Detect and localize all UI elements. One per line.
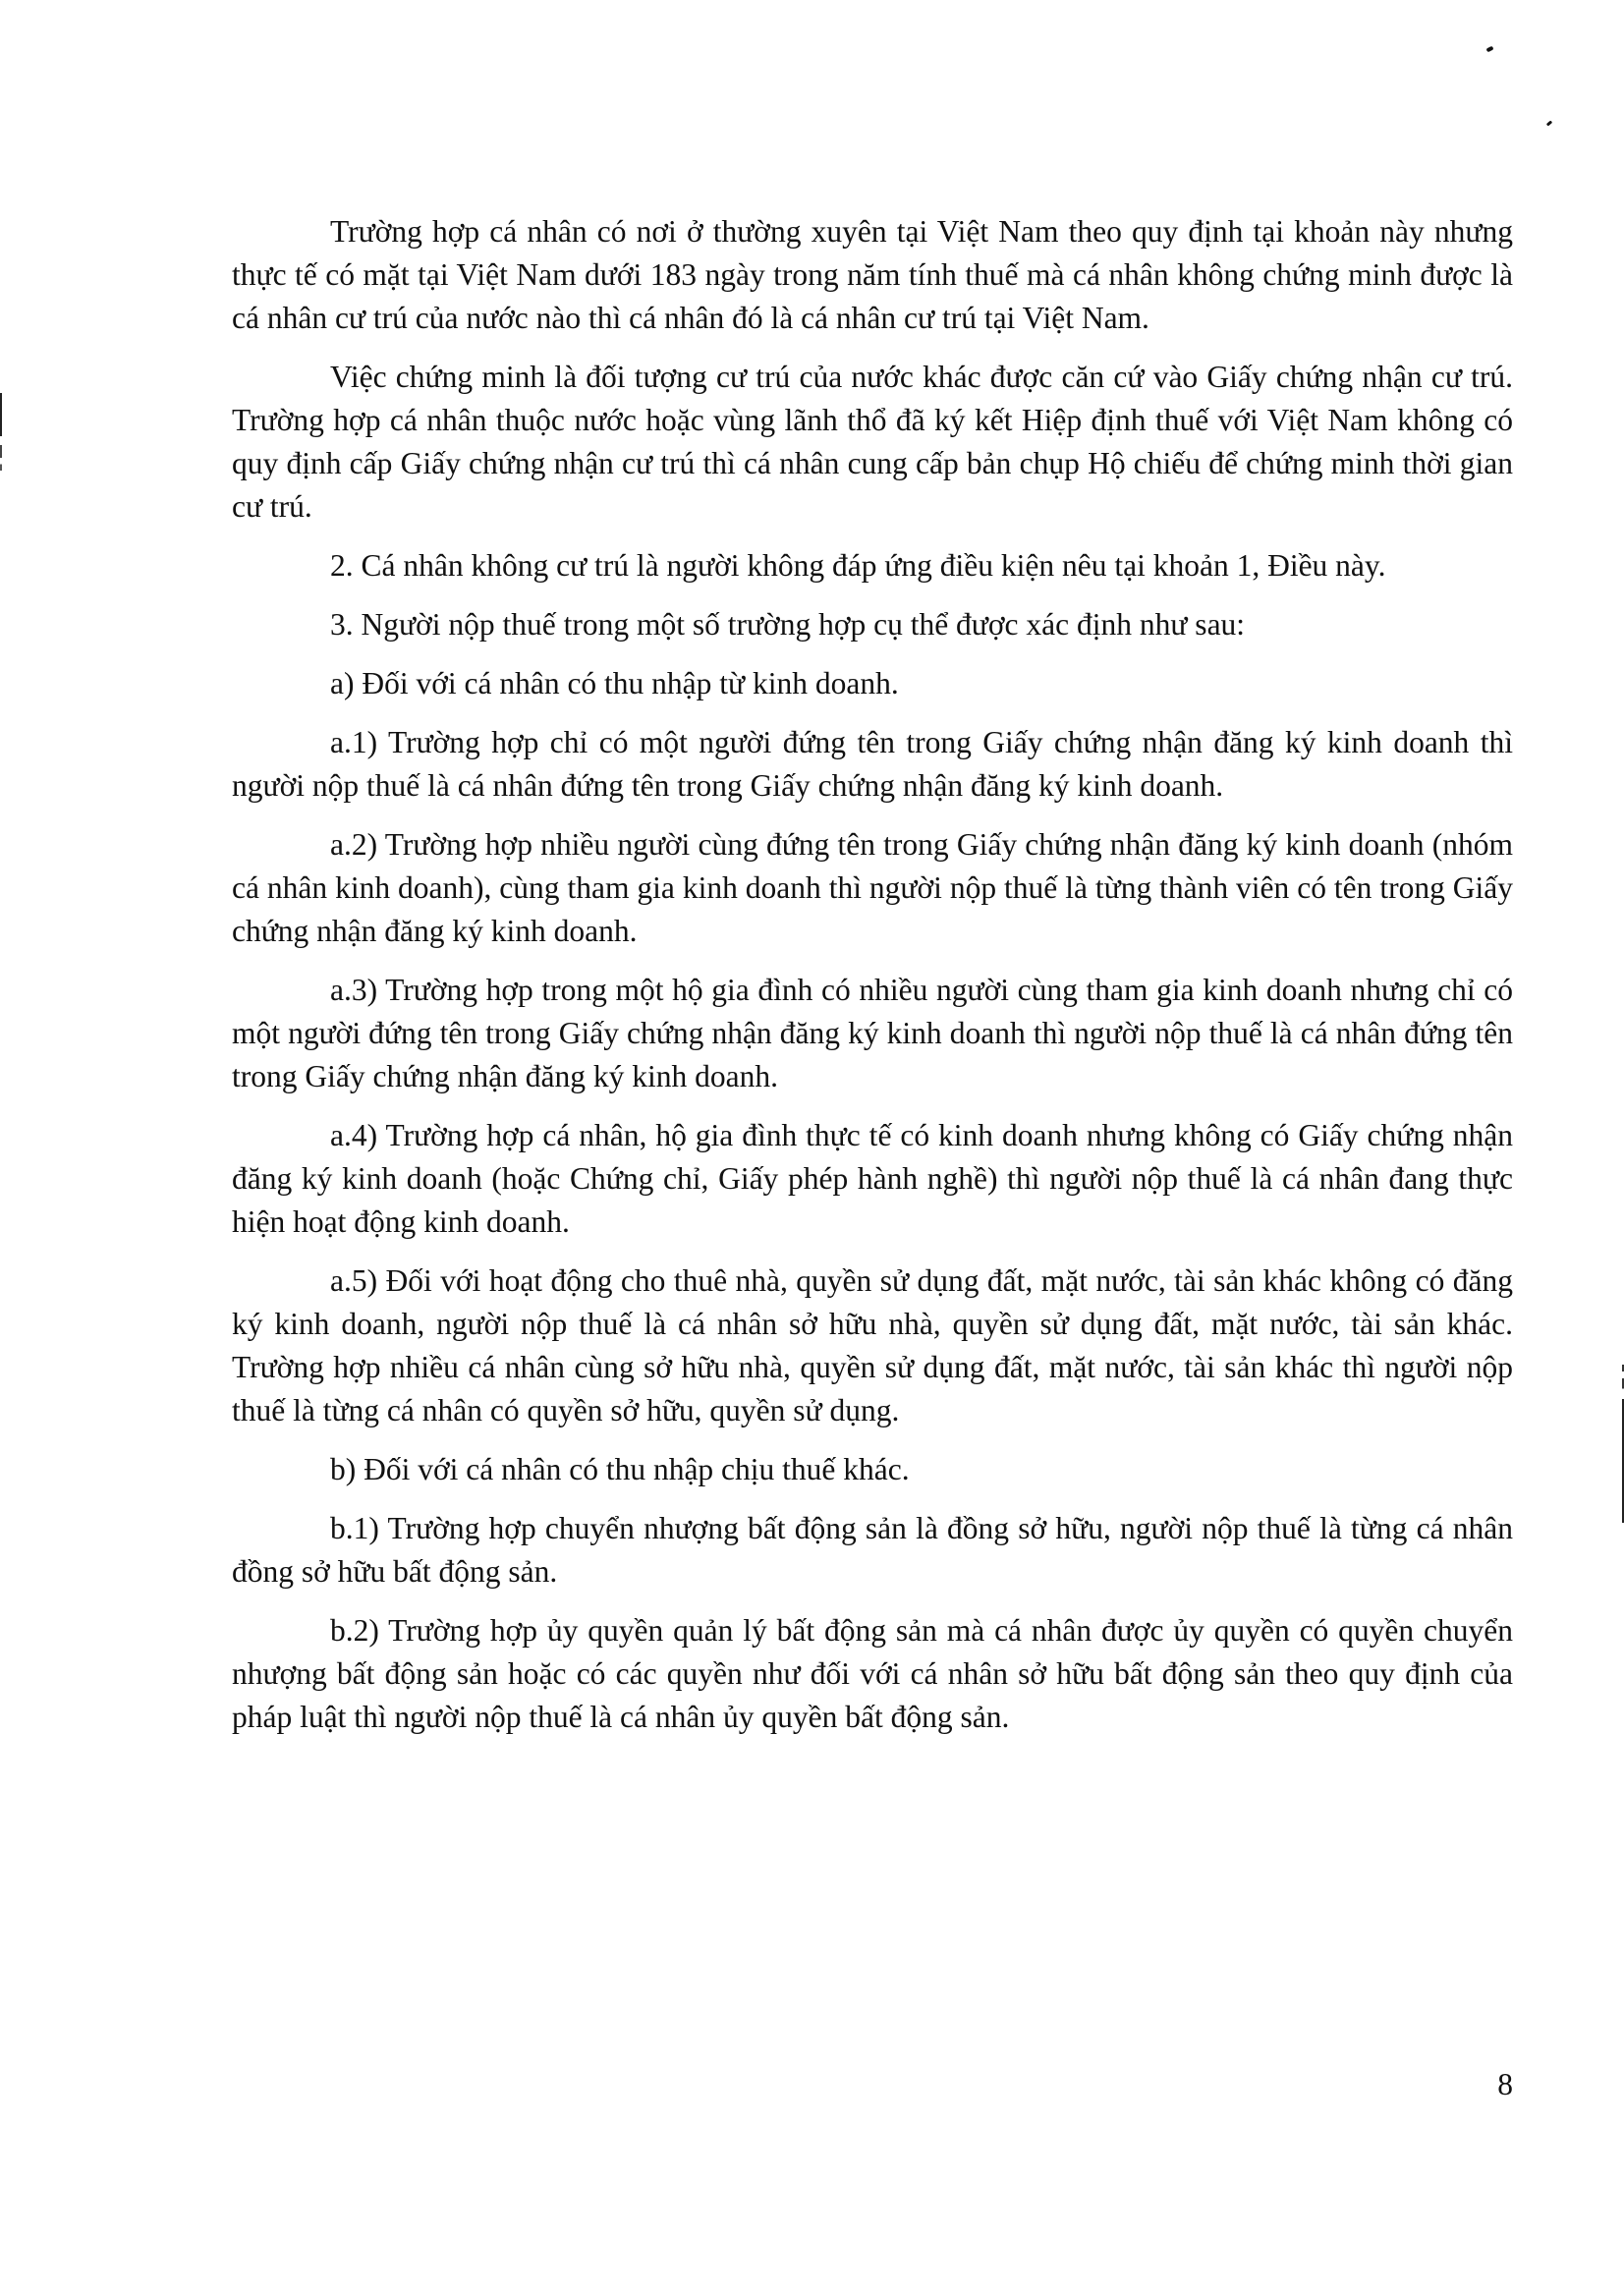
paragraph-item-b: b) Đối với cá nhân có thu nhập chịu thuế khác. <box>330 1452 910 1486</box>
paragraph-item-b1: b.1) Trường hợp chuyển nhượng bất động sản là đồng sở hữu, người nộp thuế là từng cá nhân đồng sở hữu bất động sản. <box>232 1511 1513 1589</box>
paragraph-item-a2: a.2) Trường hợp nhiều người cùng đứng tên trong Giấy chứng nhận đăng ký kinh doanh (nhóm cá nhân kinh doanh), cùng tham gia kinh doanh thì người nộp thuế là từng thành viên có tên trong Giấy chứng nhận đăng ký kinh doanh. <box>232 827 1513 948</box>
paragraph-item-b2: b.2) Trường hợp ủy quyền quản lý bất động sản mà cá nhân được ủy quyền có quyền chuyển nhượng bất động sản hoặc có các quyền như đối với cá nhân sở hữu bất động sản theo quy định của pháp luật thì người nộp thuế là cá nhân ủy quyền bất động sản. <box>232 1613 1513 1734</box>
paragraph-item-a3: a.3) Trường hợp trong một hộ gia đình có nhiều người cùng tham gia kinh doanh nhưng chỉ có một người đứng tên trong Giấy chứng nhận đăng ký kinh doanh thì người nộp thuế là cá nhân đứng tên trong Giấy chứng nhận đăng ký kinh doanh. <box>232 973 1513 1093</box>
paragraph-item-a: a) Đối với cá nhân có thu nhập từ kinh doanh. <box>330 666 899 700</box>
paragraph-residency-183-days: Trường hợp cá nhân có nơi ở thường xuyên tại Việt Nam theo quy định tại khoản này nhưng thực tế có mặt tại Việt Nam dưới 183 ngày trong năm tính thuế mà cá nhân không chứng minh được là cá nhân cư trú của nước nào thì cá nhân đó là cá nhân cư trú tại Việt Nam. <box>232 214 1513 335</box>
paragraph-item-a4: a.4) Trường hợp cá nhân, hộ gia đình thực tế có kinh doanh nhưng không có Giấy chứng nhận đăng ký kinh doanh (hoặc Chứng chỉ, Giấy phép hành nghề) thì người nộp thuế là cá nhân đang thực hiện hoạt động kinh doanh. <box>232 1118 1513 1239</box>
paragraph-residency-proof: Việc chứng minh là đối tượng cư trú của nước khác được căn cứ vào Giấy chứng nhận cư trú. Trường hợp cá nhân thuộc nước hoặc vùng lãnh thổ đã ký kết Hiệp định thuế với Việt Nam không có quy định cấp Giấy chứng nhận cư trú thì cá nhân cung cấp bản chụp Hộ chiếu để chứng minh thời gian cư trú. <box>232 360 1513 524</box>
paragraph-item-a1: a.1) Trường hợp chỉ có một người đứng tên trong Giấy chứng nhận đăng ký kinh doanh thì người nộp thuế là cá nhân đứng tên trong Giấy chứng nhận đăng ký kinh doanh. <box>232 725 1513 803</box>
paragraph-item-a5: a.5) Đối với hoạt động cho thuê nhà, quyền sử dụng đất, mặt nước, tài sản khác không có đăng ký kinh doanh, người nộp thuế là cá nhân sở hữu nhà, quyền sử dụng đất, mặt nước, tài sản khác. Trường hợp nhiều cá nhân cùng sở hữu nhà, quyền sử dụng đất, mặt nước, tài sản khác thì người nộp thuế là từng cá nhân có quyền sở hữu, quyền sử dụng. <box>232 1263 1513 1427</box>
paragraph-clause-2: 2. Cá nhân không cư trú là người không đáp ứng điều kiện nêu tại khoản 1, Điều này. <box>330 548 1386 583</box>
scan-edge-mark-left <box>0 393 2 501</box>
page-number: 8 <box>1497 2067 1513 2101</box>
scan-speck <box>1546 120 1553 126</box>
paragraph-clause-3: 3. Người nộp thuế trong một số trường hợp cụ thể được xác định như sau: <box>330 607 1246 642</box>
document-body <box>232 210 1513 1755</box>
scan-speck <box>1485 46 1493 53</box>
